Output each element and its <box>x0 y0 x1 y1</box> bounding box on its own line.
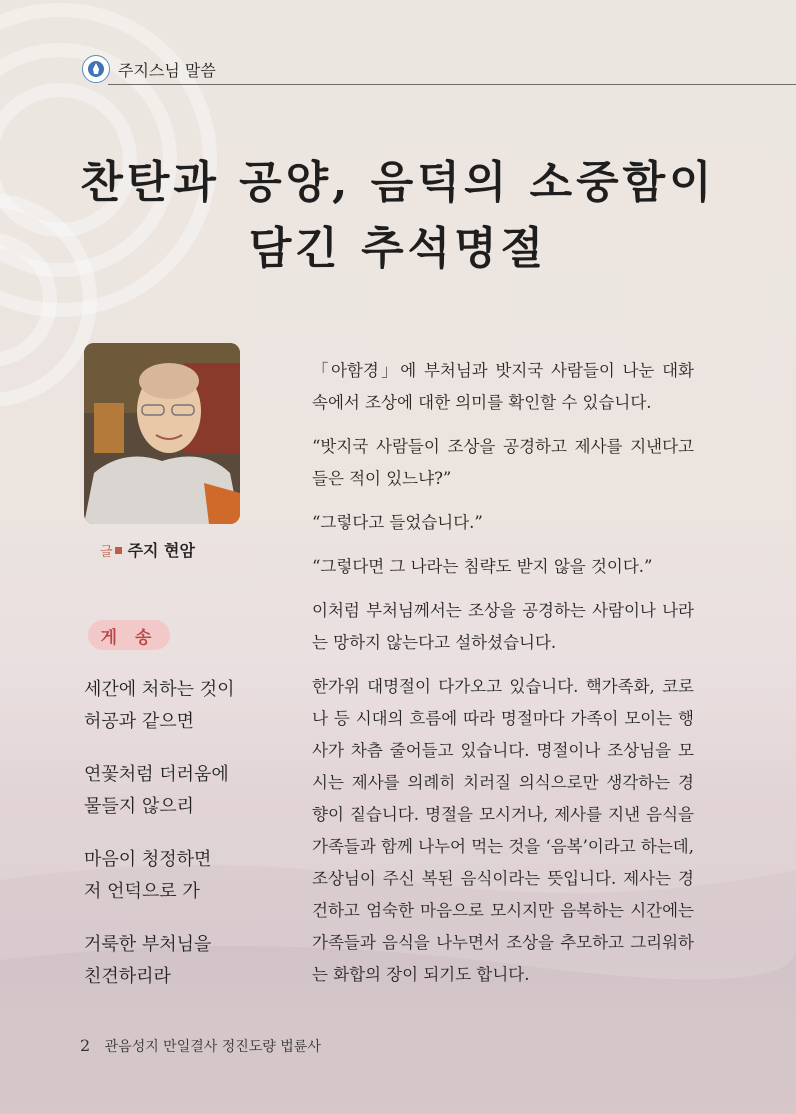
author-photo <box>84 343 240 524</box>
author-credit <box>100 538 195 561</box>
body-paragraph: “밧지국 사람들이 조상을 공경하고 제사를 지낸다고 들은 적이 있느냐?” <box>312 437 694 488</box>
page-title-line-2: 담긴 추석명절 <box>248 223 548 274</box>
poem-line: 거룩한 부처님을 <box>84 934 212 955</box>
square-bullet-icon <box>115 547 122 554</box>
gesong-poem <box>84 674 235 1014</box>
article-body <box>312 355 694 1003</box>
poem-stanza <box>84 929 235 993</box>
poem-line: 허공과 같으면 <box>84 711 195 732</box>
author-name: 주지 현암 <box>127 541 195 560</box>
poem-stanza <box>84 674 235 738</box>
page-number: 2 <box>80 1036 91 1055</box>
body-paragraph: 「아함경」에 부처님과 밧지국 사람들이 나눈 대화 속에서 조상에 대한 의미를 확인할 수 있습니다. <box>312 361 694 412</box>
header-divider <box>108 84 796 85</box>
publication-name: 관음성지 만일결사 정진도량 법륜사 <box>104 1039 321 1055</box>
page-title-line-1: 찬탄과 공양, 음덕의 소중함이 <box>80 157 716 208</box>
page-footer <box>80 1036 321 1056</box>
body-paragraph: “그렇다고 들었습니다.” <box>312 513 483 532</box>
body-paragraph: “그렇다면 그 나라는 침략도 받지 않을 것이다.” <box>312 557 653 576</box>
temple-logo-icon <box>82 55 110 83</box>
section-header <box>82 55 216 83</box>
body-paragraph: 한가위 대명절이 다가오고 있습니다. 핵가족화, 코로나 등 시대의 흐름에 따라 명절마다 가족이 모이는 행사가 차츰 줄어들고 있습니다. 명절이나 조상님을 모시는 제사를 의례히 치러질 의식으로만 생각하는 경향이 짙습니다. 명절을 모시거나, 제사를 지낸 음식을 가족들과 함께 나누어 먹는 것을 ‘음복’이라고 하는데, 조상님이 주신 복된 음식이라는 뜻입니다. 제사는 경건하고 엄숙한 마음으로 모시지만 음복하는 시간에는 가족들과 음식을 나누면서 조상을 추모하고 그리워하는 화합의 장이 되기도 합니다. <box>312 677 694 984</box>
poem-line: 저 언덕으로 가 <box>84 881 200 902</box>
gesong-badge: 게 송 <box>88 620 170 650</box>
poem-line: 마음이 청정하면 <box>84 849 212 870</box>
poem-line: 세간에 처하는 것이 <box>84 679 235 700</box>
section-title: 주지스님 말씀 <box>118 60 216 80</box>
author-label: 글 <box>100 545 113 560</box>
poem-line: 물들지 않으리 <box>84 796 195 817</box>
poem-stanza <box>84 759 235 823</box>
poem-stanza <box>84 844 235 908</box>
body-paragraph: 이처럼 부처님께서는 조상을 공경하는 사람이나 나라는 망하지 않는다고 설하셨습니다. <box>312 601 694 652</box>
poem-line: 연꽃처럼 더러움에 <box>84 764 229 785</box>
poem-line: 친견하리라 <box>84 966 171 987</box>
